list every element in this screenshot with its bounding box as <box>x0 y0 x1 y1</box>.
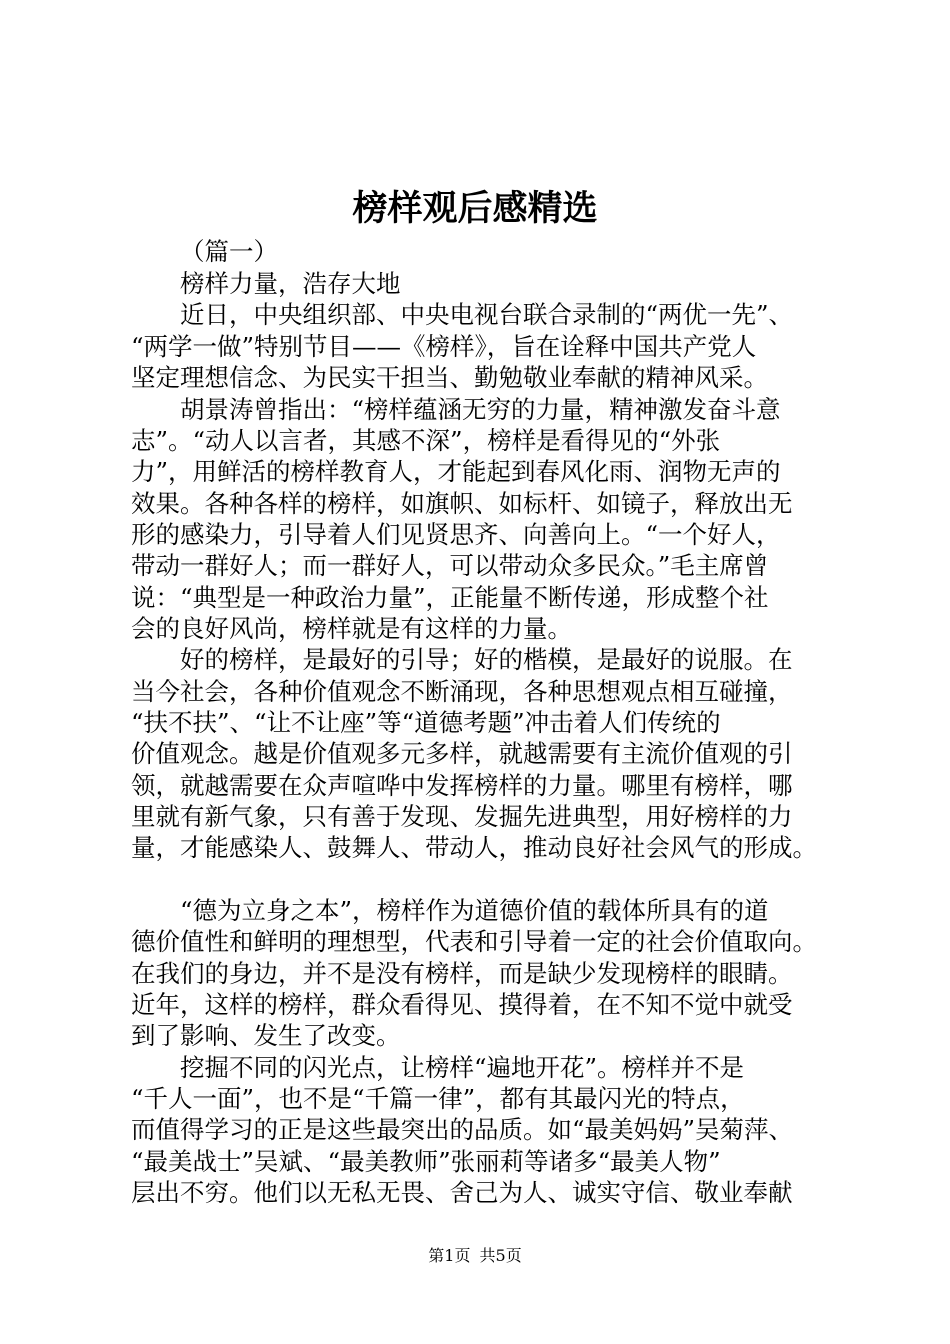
paragraph-line: 好的榜样，是最好的引导；好的楷模，是最好的说服。在 <box>180 645 793 674</box>
page-number: 第1页 <box>428 1246 471 1265</box>
paragraph-line: 志”。“动人以言者，其感不深”，榜样是看得见的“外张 <box>131 426 721 455</box>
paragraph-line: 当今社会，各种价值观念不断涌现，各种思想观点相互碰撞， <box>131 677 793 706</box>
paragraph-line: 带动一群好人；而一群好人，可以带动众多民众。”毛主席曾 <box>131 551 769 580</box>
paragraph-line: “千人一面”，也不是“千篇一律”，都有其最闪光的特点， <box>131 1084 745 1113</box>
paragraph-line: “德为立身之本”，榜样作为道德价值的载体所具有的道 <box>180 896 769 925</box>
page-footer <box>0 1246 950 1266</box>
paragraph-line: 会的良好风尚，榜样就是有这样的力量。 <box>131 614 572 643</box>
page-title: 榜样观后感精选 <box>352 188 598 229</box>
paragraph-line: 德价值性和鲜明的理想型，代表和引导着一定的社会价值取向。 <box>131 927 817 956</box>
paragraph-line: 挖掘不同的闪光点，让榜样“遍地开花”。榜样并不是 <box>180 1053 745 1082</box>
paragraph-line: “最美战士”吴斌、“最美教师”张丽莉等诸多“最美人物” <box>131 1147 721 1176</box>
paragraph-line: 领，就越需要在众声喧哗中发挥榜样的力量。哪里有榜样，哪 <box>131 771 793 800</box>
page-total: 共5页 <box>479 1246 522 1265</box>
paragraph-line: 近年，这样的榜样，群众看得见、摸得着，在不知不觉中就受 <box>131 990 793 1019</box>
paragraph-line: “扶不扶”、“让不让座”等“道德考题”冲击着人们传统的 <box>131 708 721 737</box>
paragraph-line: 而值得学习的正是这些最突出的品质。如“最美妈妈”吴菊萍、 <box>131 1115 794 1144</box>
section-heading: （篇一） <box>180 237 278 266</box>
paragraph-line: 在我们的身边，并不是没有榜样，而是缺少发现榜样的眼睛。 <box>131 959 793 988</box>
paragraph-line: 坚定理想信念、为民实干担当、勤勉敬业奉献的精神风采。 <box>131 363 768 392</box>
paragraph-line: 价值观念。越是价值观多元多样，就越需要有主流价值观的引 <box>131 739 793 768</box>
paragraph-line: 说：“典型是一种政治力量”，正能量不断传递，形成整个社 <box>131 583 769 612</box>
paragraph-line: 到了影响、发生了改变。 <box>131 1021 401 1050</box>
paragraph-line: 近日，中央组织部、中央电视台联合录制的“两优一先”、 <box>180 300 794 329</box>
subtitle-line: 榜样力量，浩存大地 <box>180 269 401 298</box>
paragraph-line: “两学一做”特别节目——《榜样》，旨在诠释中国共产党人 <box>131 332 757 361</box>
paragraph-line: 胡景涛曾指出：“榜样蕴涵无穷的力量，精神激发奋斗意 <box>180 395 781 424</box>
paragraph-line: 形的感染力，引导着人们见贤思齐、向善向上。“一个好人， <box>131 520 781 549</box>
paragraph-line: 效果。各种各样的榜样，如旗帜、如标杆、如镜子，释放出无 <box>131 489 793 518</box>
paragraph-line: 量，才能感染人、鼓舞人、带动人，推动良好社会风气的形成。 <box>131 833 817 862</box>
paragraph-line: 力”，用鲜活的榜样教育人，才能起到春风化雨、润物无声的 <box>131 457 781 486</box>
paragraph-line: 里就有新气象，只有善于发现、发掘先进典型，用好榜样的力 <box>131 802 793 831</box>
paragraph-line: 层出不穷。他们以无私无畏、舍己为人、诚实守信、敬业奉献 <box>131 1178 793 1207</box>
